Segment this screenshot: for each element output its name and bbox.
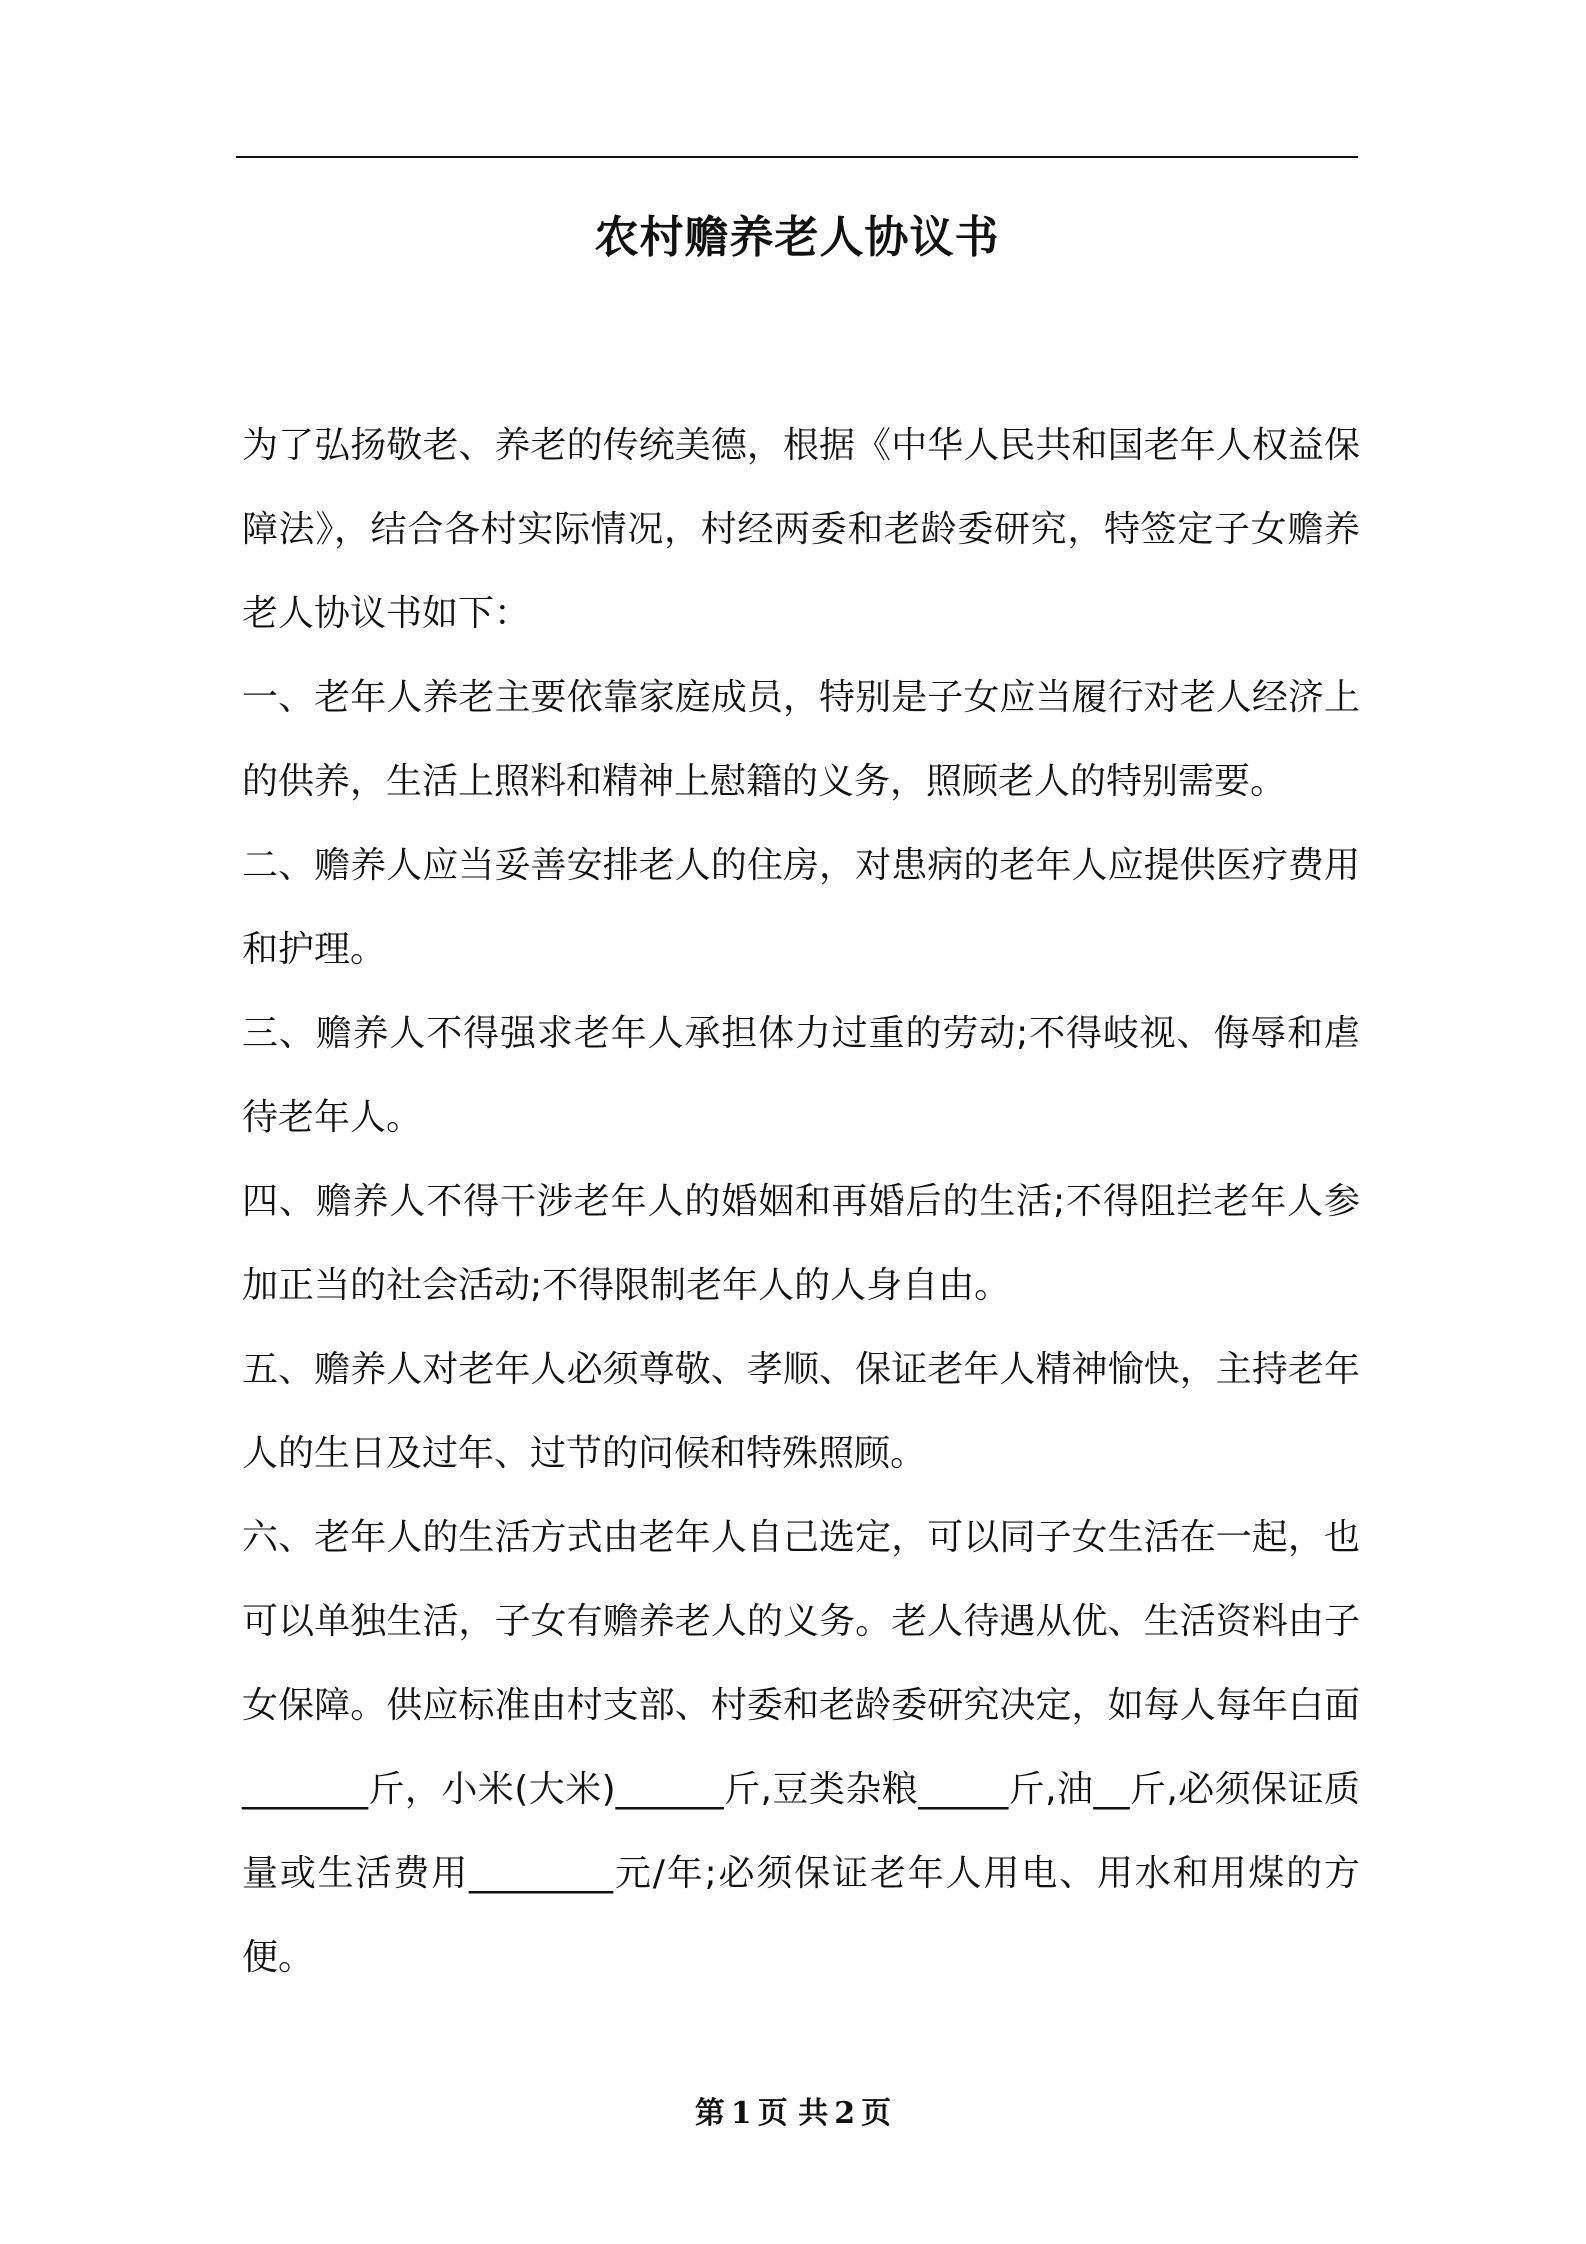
paragraph-clause-1: 一、老年人养老主要依靠家庭成员，特别是子女应当履行对老人经济上的供养，生活上照料和精神上慰籍的义务，照顾老人的特别需要。 xyxy=(242,677,1360,802)
paragraph-clause-3: 三、赡养人不得强求老年人承担体力过重的劳动;不得岐视、侮辱和虐待老年人。 xyxy=(242,1013,1360,1138)
document-body xyxy=(242,404,1360,2000)
footer-total-pages: 2 xyxy=(834,2096,856,2131)
footer-current-page: 1 xyxy=(730,2096,752,2131)
paragraph-clause-6: 六、老年人的生活方式由老年人自己选定，可以同子女生活在一起，也可以单独生活，子女有赡养老人的义务。老人待遇从优、生活资料由子女保障。供应标准由村支部、村委和老龄委研究决定，如每人每年白面_______斤，小米(大米)______斤,豆类杂粮_____斤,油__斤,必须保证质量或生活费用________元/年;必须保证老年人用电、用水和用煤的方便。 xyxy=(242,1517,1360,1978)
footer-middle: 页 共 xyxy=(757,2096,829,2131)
paragraph-clause-2: 二、赡养人应当妥善安排老人的住房，对患病的老年人应提供医疗费用和护理。 xyxy=(242,845,1360,970)
paragraph-clause-4: 四、赡养人不得干涉老年人的婚姻和再婚后的生活;不得阻拦老年人参加正当的社会活动;不得限制老年人的人身自由。 xyxy=(242,1181,1360,1306)
page-footer xyxy=(0,2096,1586,2132)
document-title: 农村赡养老人协议书 xyxy=(594,212,1000,263)
footer-prefix: 第 xyxy=(694,2096,725,2131)
footer-suffix: 页 xyxy=(861,2096,892,2131)
header-divider xyxy=(236,156,1358,158)
paragraph-clause-5: 五、赡养人对老年人必须尊敬、孝顺、保证老年人精神愉快，主持老年人的生日及过年、过节的问候和特殊照顾。 xyxy=(242,1349,1360,1474)
paragraph-intro: 为了弘扬敬老、养老的传统美德，根据《中华人民共和国老年人权益保障法》，结合各村实际情况，村经两委和老龄委研究，特签定子女赡养老人协议书如下： xyxy=(242,425,1360,634)
